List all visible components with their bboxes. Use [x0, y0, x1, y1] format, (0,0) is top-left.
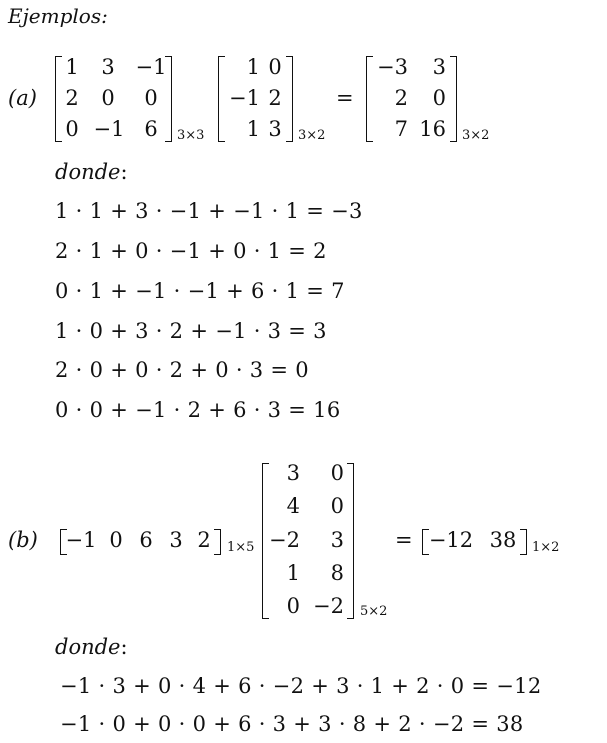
example-a-label: (a) — [8, 86, 37, 110]
equals-sign-b: = — [395, 528, 413, 552]
donde-a: donde: — [55, 160, 128, 184]
equals-sign-a: = — [336, 86, 354, 110]
equation-line: 1 · 0 + 3 · 2 + −1 · 3 = 3 — [55, 319, 327, 343]
equation-line: 0 · 0 + −1 · 2 + 6 · 3 = 16 — [55, 398, 341, 422]
equation-line: 0 · 1 + −1 · −1 + 6 · 1 = 7 — [55, 279, 345, 303]
equation-line: −1 · 3 + 0 · 4 + 6 · −2 + 3 · 1 + 2 · 0 = −12 — [60, 674, 542, 698]
heading: Ejemplos: — [8, 4, 108, 28]
example-b-label: (b) — [8, 528, 38, 552]
donde-b: donde: — [55, 635, 128, 659]
equation-line: 2 · 0 + 0 · 2 + 0 · 3 = 0 — [55, 358, 309, 382]
equation-line: 2 · 1 + 0 · −1 + 0 · 1 = 2 — [55, 239, 327, 263]
equation-line: 1 · 1 + 3 · −1 + −1 · 1 = −3 — [55, 199, 363, 223]
equation-line: −1 · 0 + 0 · 0 + 6 · 3 + 3 · 8 + 2 · −2 = 38 — [60, 712, 524, 736]
